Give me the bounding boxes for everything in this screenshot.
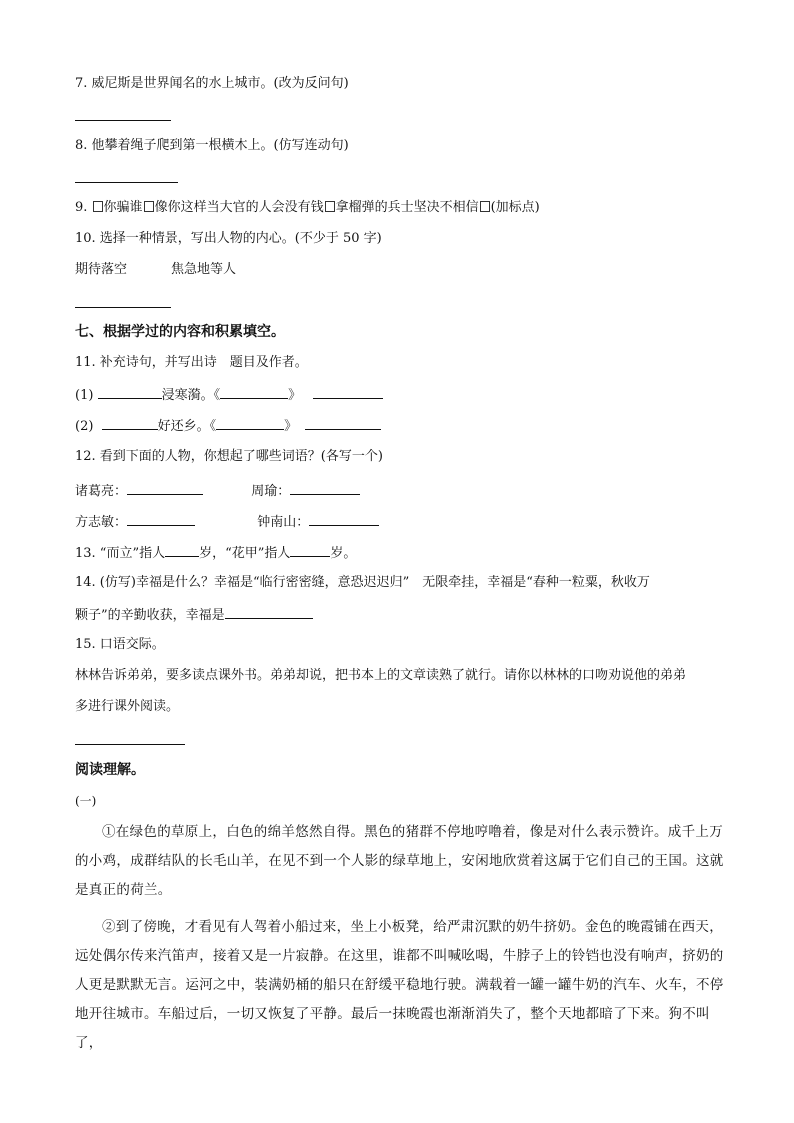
q11-line-1	[75, 384, 383, 406]
blank[interactable]	[313, 384, 383, 399]
q12-person-1: 诸葛亮：	[75, 484, 128, 499]
punctuation-box[interactable]	[144, 201, 154, 212]
punctuation-box[interactable]	[325, 201, 335, 212]
q11-line-1-number: (1)	[75, 388, 94, 403]
reading-paragraph-2: ②到了傍晚，才看见有人驾着小船过来，坐上小板凳，给严肃沉默的奶牛挤奶。金色的晚霞铺在西天，远处偶尔传来汽笛声，接着又是一片寂静。在这里，谁都不叫喊吆喝，牛脖子上的铃铛也没有响声，挤奶的人更是默默无言。运河之中，装满奶桶的船只在舒缓平稳地行驶。满载着一罐一罐牛奶的汽车、火车，不停地开往城市。车船过后，一切又恢复了平静。最后一抹晚霞也渐渐消失了，整个天地都暗了下来。狗不叫了，	[75, 919, 724, 1051]
question-9	[75, 198, 540, 218]
answer-line-15[interactable]	[75, 744, 185, 745]
question-14-line-1: 14. (仿写)幸福是什么？幸福是“临行密密缝，意恐迟迟归” 无限牵挂，幸福是“春种一粒粟，秋收万	[75, 575, 650, 590]
q14-text: 颗子”的辛勤收获，幸福是	[75, 608, 225, 623]
answer-line-8[interactable]	[75, 182, 178, 183]
question-11: 11. 补充诗句，并写出诗 题目及作者。	[75, 355, 308, 370]
q11-line-2-close: 》	[284, 419, 298, 434]
answer-line-7[interactable]	[75, 120, 171, 121]
question-10: 10. 选择一种情景，写出人物的内心。(不少于 50 字)	[75, 231, 382, 246]
question-13	[75, 542, 356, 564]
q11-line-2	[75, 415, 381, 437]
blank[interactable]	[309, 511, 379, 526]
q13-part-1: 13. “而立”指人	[75, 546, 166, 561]
q9-segment-3: 拿榴弹的兵士坚决不相信	[335, 200, 479, 215]
q11-line-1-close: 》	[288, 388, 302, 403]
q9-segment-2: 像你这样当大官的人会没有钱	[154, 200, 324, 215]
question-15-line-1: 林林告诉弟弟，要多读点课外书。弟弟却说，把书本上的文章读熟了就行。请你以林林的口吻劝说他的弟弟	[75, 668, 687, 683]
q13-part-2: 岁，“花甲”指人	[199, 546, 291, 561]
question-12: 12. 看到下面的人物，你想起了哪些词语？(各写一个)	[75, 449, 383, 464]
q12-person-3: 方志敏：	[75, 515, 128, 530]
q12-row-2	[75, 511, 379, 533]
blank[interactable]	[220, 384, 288, 399]
question-15-title: 15. 口语交际。	[75, 637, 165, 652]
q12-row-1	[75, 480, 360, 502]
q9-number: 9.	[75, 200, 88, 215]
blank[interactable]	[165, 542, 199, 557]
q11-line-2-text: 好还乡。《	[157, 419, 217, 434]
section-7-heading: 七、根据学过的内容和积累填空。	[75, 324, 285, 340]
q10-option-2: 焦急地等人	[171, 262, 237, 277]
punctuation-box[interactable]	[93, 201, 103, 212]
question-8: 8. 他攀着绳子爬到第一根横木上。(仿写连动句)	[75, 138, 349, 153]
reading-paragraph-1: ①在绿色的草原上，白色的绵羊悠然自得。黑色的猪群不停地哼噜着，像是对什么表示赞许。成千上万的小鸡，成群结队的长毛山羊，在见不到一个人影的绿草地上，安闲地欣赏着这属于它们自己的王国。这就是真正的荷兰。	[75, 824, 724, 898]
blank[interactable]	[102, 415, 158, 430]
blank[interactable]	[98, 384, 162, 399]
q11-line-1-text: 浸寒漪。《	[161, 388, 221, 403]
q12-person-2: 周瑜：	[251, 484, 291, 499]
q11-line-2-number: (2)	[75, 419, 94, 434]
question-15-line-2: 多进行课外阅读。	[75, 699, 180, 714]
reading-heading: 阅读理解。	[75, 762, 145, 778]
reading-subheading: (一)	[75, 794, 97, 808]
blank[interactable]	[290, 480, 360, 495]
question-7: 7. 威尼斯是世界闻名的水上城市。(改为反问句)	[75, 76, 349, 91]
blank[interactable]	[127, 511, 195, 526]
blank[interactable]	[225, 604, 313, 619]
blank[interactable]	[290, 542, 330, 557]
punctuation-box[interactable]	[480, 201, 490, 212]
blank[interactable]	[305, 415, 381, 430]
q9-segment-1: 你骗谁	[103, 200, 143, 215]
answer-line-10[interactable]	[75, 307, 171, 308]
q10-options	[75, 260, 236, 280]
blank[interactable]	[127, 480, 203, 495]
q13-part-3: 岁。	[330, 546, 357, 561]
q10-option-1: 期待落空	[75, 262, 128, 277]
question-14-line-2	[75, 604, 313, 626]
blank[interactable]	[216, 415, 284, 430]
q9-instruction: (加标点)	[490, 200, 540, 215]
q12-person-4: 钟南山：	[257, 515, 310, 530]
